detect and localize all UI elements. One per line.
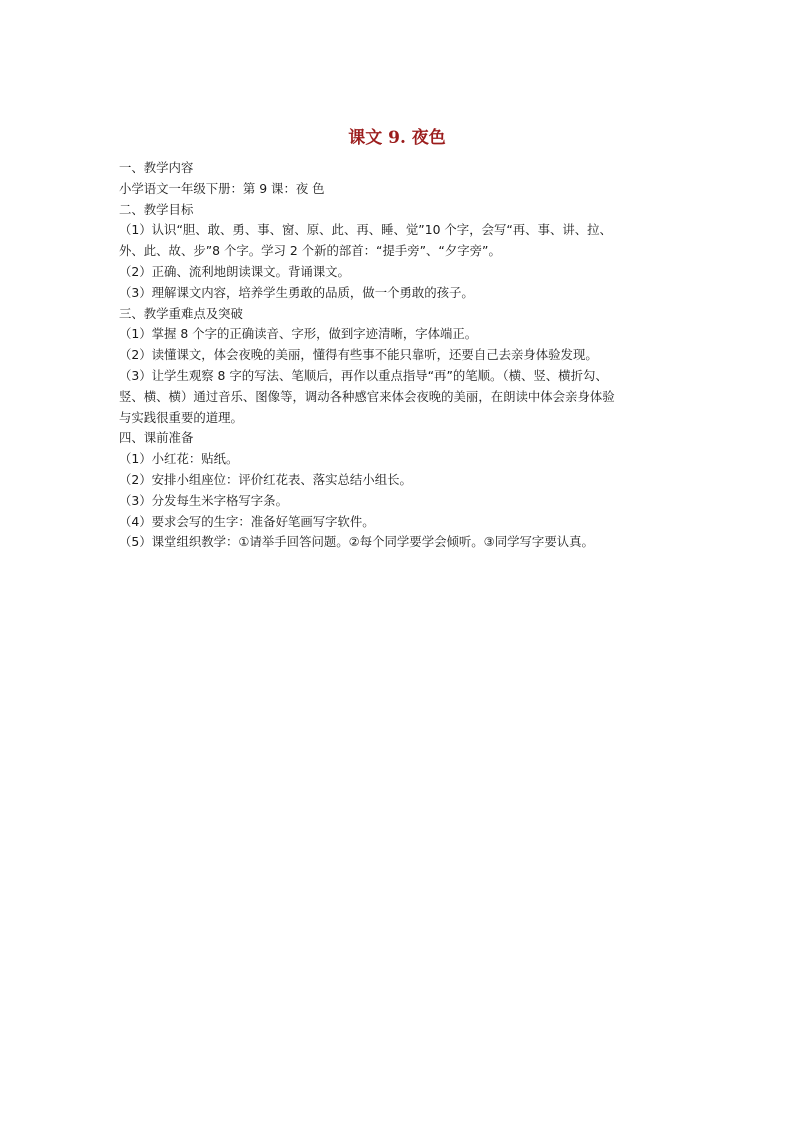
section-heading-preparation: 四、课前准备 xyxy=(119,430,194,446)
text-line: （2）正确、流利地朗读课文。背诵课文。 xyxy=(119,263,350,279)
text-line: （3）分发每生米字格写字条。 xyxy=(119,492,288,508)
section-heading-teaching-goals: 二、教学目标 xyxy=(119,201,194,217)
text-line: 竖、横、横）通过音乐、图像等，调动各种感官来体会夜晚的美丽，在朗读中体会亲身体验 xyxy=(119,388,615,404)
text-line: （3）理解课文内容，培养学生勇敢的品质，做一个勇敢的孩子。 xyxy=(119,284,474,300)
section-heading-teaching-content: 一、教学内容 xyxy=(119,160,194,175)
document-body xyxy=(119,158,689,553)
text-line: （5）课堂组织教学：①请举手回答问题。②每个同学要学会倾听。③同学写字要认真。 xyxy=(119,534,594,550)
document-title: 课文 9. 夜色 xyxy=(348,128,446,148)
text-line: （1）小红花：贴纸。 xyxy=(119,451,239,467)
text-line: （3）让学生观察 8 字的写法、笔顺后，再作以重点指导“再”的笔顺。（横、竖、横折勾、 xyxy=(119,367,608,383)
text-line: （1）认识“胆、敢、勇、事、窗、原、此、再、睡、觉”10 个字，会写“再、事、讲、拉、 xyxy=(119,222,612,238)
text-line: （2）安排小组座位：评价红花表、落实总结小组长。 xyxy=(119,471,412,487)
text-line: （4）要求会写的生字：准备好笔画写字软件。 xyxy=(119,513,375,529)
text-line: 外、此、故、步”8 个字。学习 2 个新的部首：“提手旁”、“夕字旁”。 xyxy=(119,243,501,259)
text-line: 与实践很重要的道理。 xyxy=(119,409,243,425)
text-line: 小学语文一年级下册：第 9 课：夜 色 xyxy=(119,180,325,196)
text-line: （1）掌握 8 个字的正确读音、字形，做到字迹清晰，字体端正。 xyxy=(119,326,478,342)
section-heading-key-points: 三、教学重难点及突破 xyxy=(119,305,243,321)
text-line: （2）读懂课文，体会夜晚的美丽，懂得有些事不能只靠听，还要自己去亲身体验发现。 xyxy=(119,347,598,363)
